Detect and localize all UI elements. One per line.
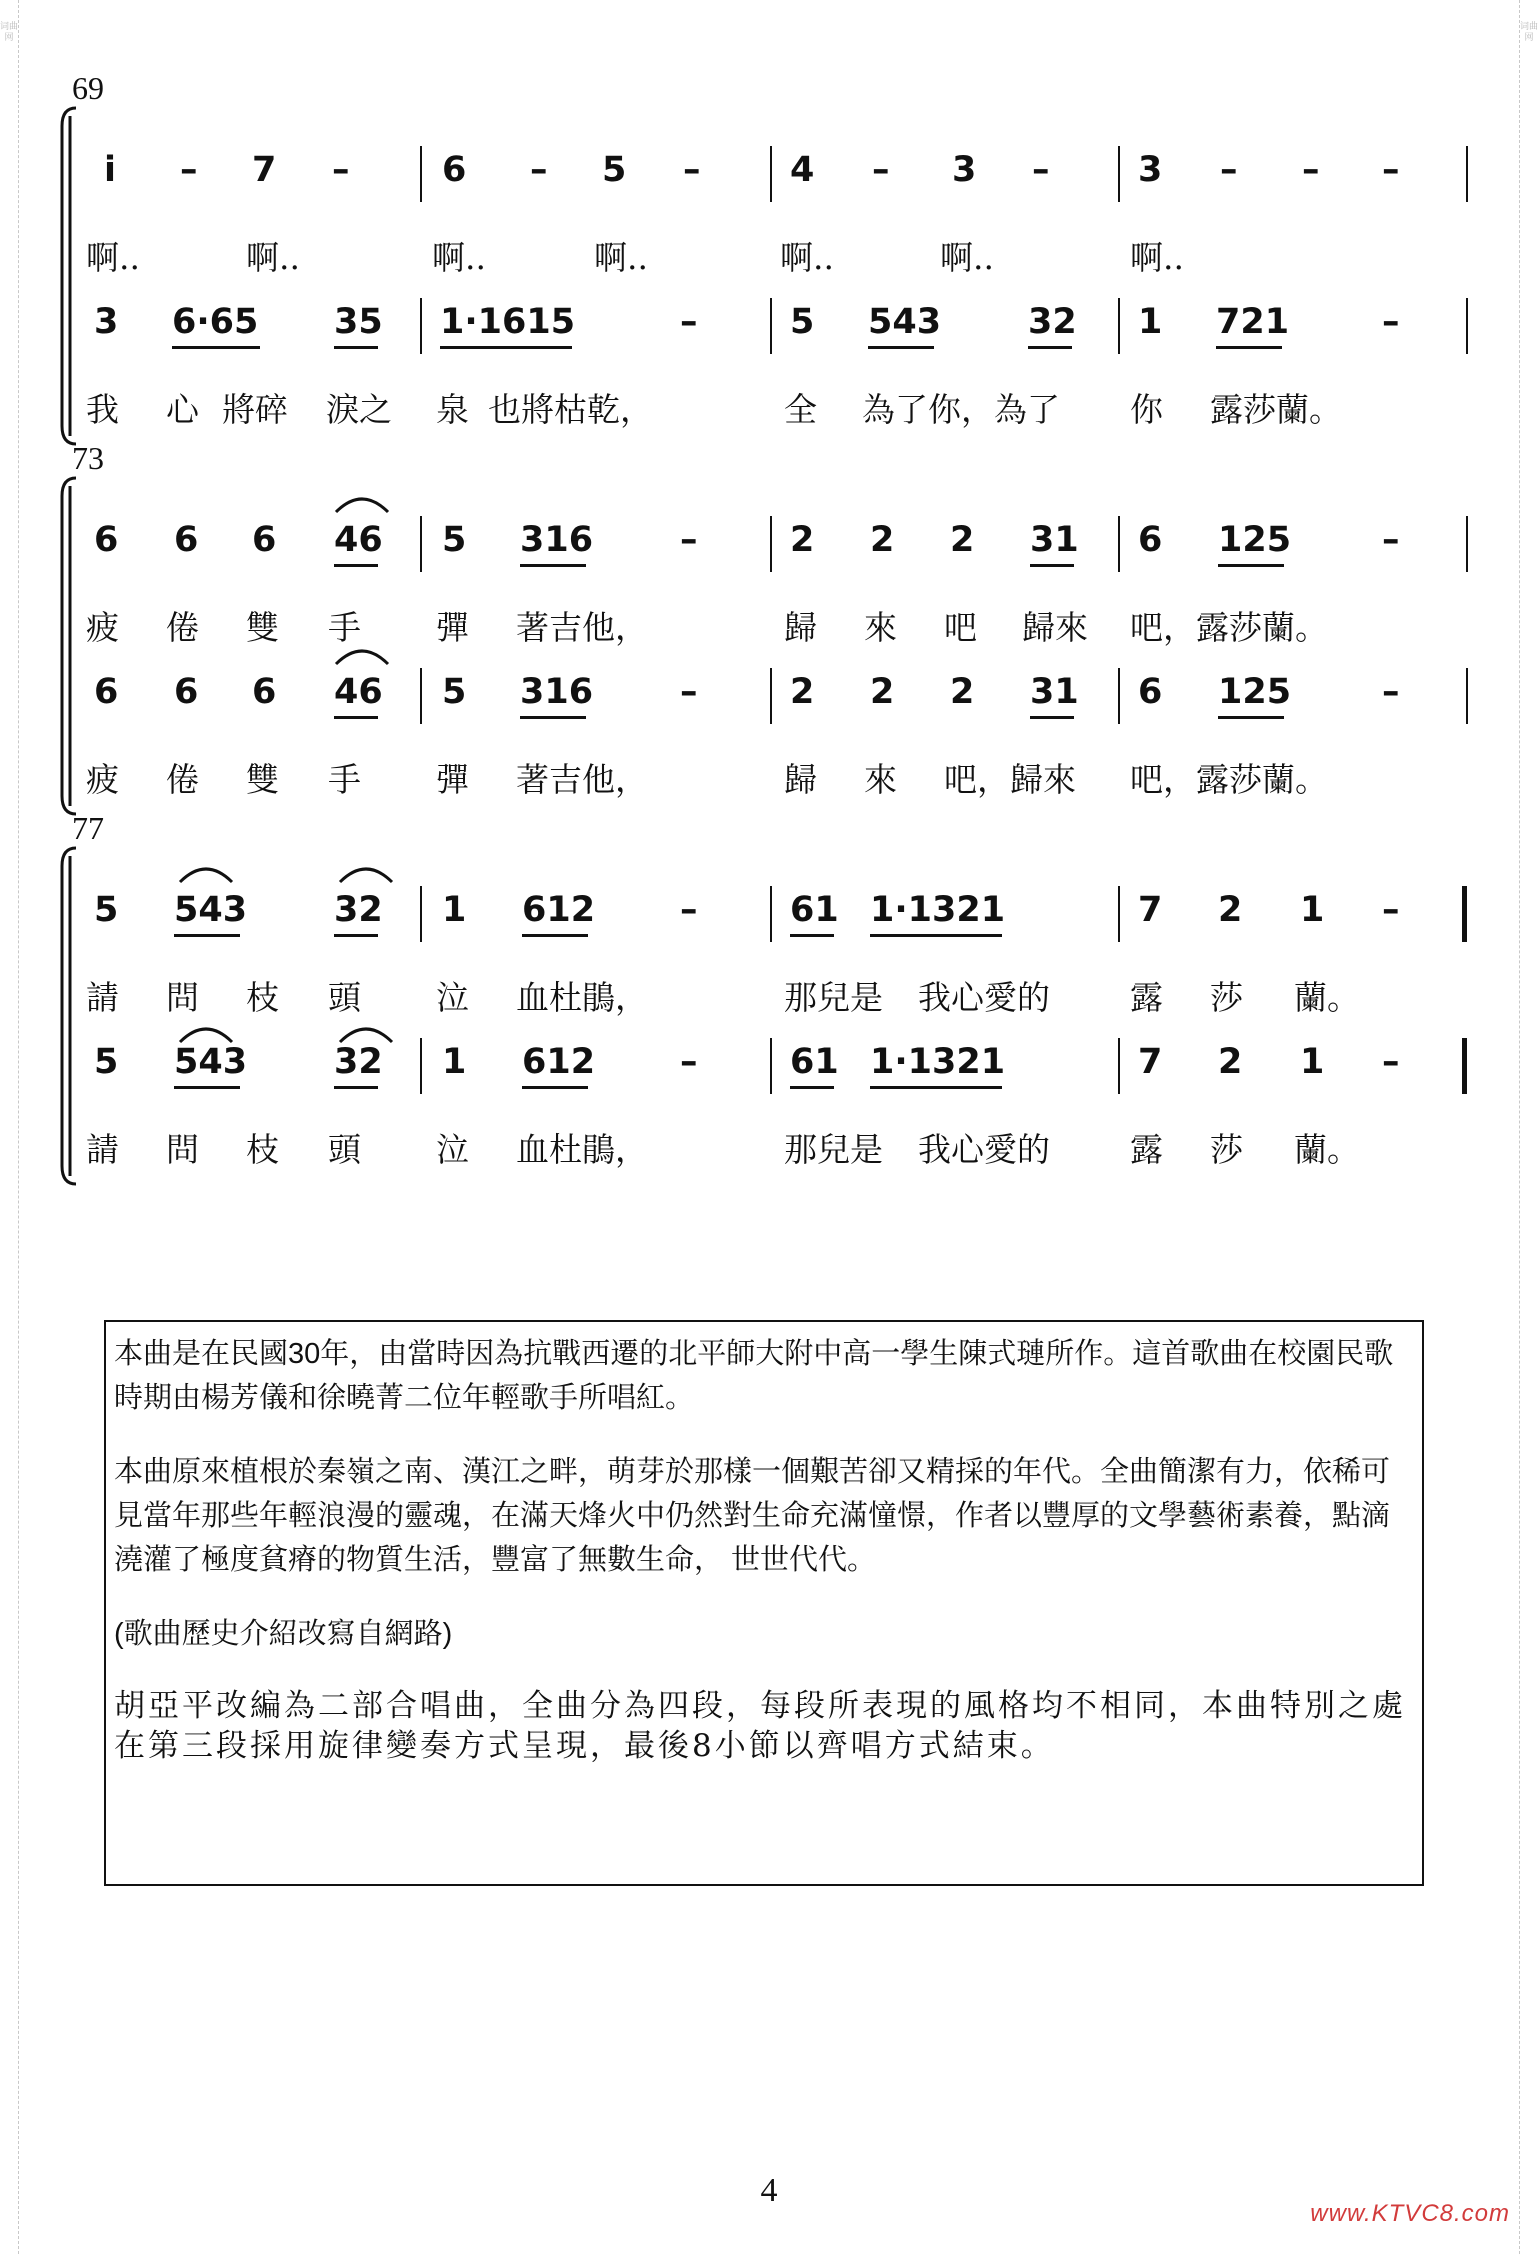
lyric-text: 啊.. [780, 238, 834, 277]
lyric-text: 泣 [436, 1130, 469, 1169]
barline [1466, 668, 1468, 724]
lyric-text: 啊.. [940, 238, 994, 277]
note-group: 543 [868, 302, 942, 342]
barline [770, 1038, 772, 1094]
note-group: 7 [252, 150, 277, 190]
lyric-text: 露 [1130, 1130, 1163, 1169]
note-group: 1 [1300, 890, 1325, 930]
note-group: 7 [1138, 890, 1163, 930]
lyric-text: 疲 [86, 760, 119, 799]
slur-mark [178, 1022, 234, 1048]
beam-underline [1218, 564, 1284, 567]
system-bracket [58, 476, 80, 816]
lyric-text: 泣 [436, 978, 469, 1017]
note-group: 5 [790, 302, 815, 342]
beam-underline [520, 716, 586, 719]
lyric-text: 彈 [436, 760, 469, 799]
note-group: 2 [1218, 890, 1243, 930]
lyric-text: 心 [166, 390, 199, 429]
lyric-text: 雙 [246, 760, 279, 799]
lyric-text: 著吉他， [516, 608, 648, 647]
lyric-text: 我心愛的 [918, 978, 1050, 1017]
lyric-text: 那兒是 [784, 1130, 883, 1169]
lyric-text: 枝 [246, 978, 279, 1017]
beam-underline [174, 934, 240, 937]
lyric-text: 頭 [328, 978, 361, 1017]
note-group: 3 [952, 150, 977, 190]
lyric-text: 全 [784, 390, 817, 429]
barline [770, 886, 772, 942]
note-group: 6 [174, 520, 199, 560]
note-group: 32 [334, 890, 383, 930]
note-group: 612 [522, 890, 596, 930]
barline [1466, 298, 1468, 354]
margin-watermark: 词曲网 [0, 22, 19, 43]
lyric-text: 來 [864, 608, 897, 647]
lyric-text: 你 [1130, 390, 1163, 429]
barline [420, 516, 422, 572]
lyric-text: 莎 [1210, 978, 1243, 1017]
barline [420, 146, 422, 202]
note-group: 1·1615 [440, 302, 576, 342]
lyric-text: 疲 [86, 608, 119, 647]
measure-number: 73 [72, 440, 104, 476]
lyric-text: 血杜鵑， [516, 1130, 648, 1169]
page-number: 4 [760, 2172, 778, 2209]
note-group: 1 [442, 890, 467, 930]
note-group: 2 [1218, 1042, 1243, 1082]
lyric-text: 來 [864, 760, 897, 799]
beam-underline [334, 716, 378, 719]
lyric-text: 枝 [246, 1130, 279, 1169]
beam-underline [1030, 564, 1074, 567]
barline [1118, 146, 1120, 202]
barline [1462, 886, 1467, 942]
beam-underline [870, 934, 1002, 937]
lyric-text: 問 [166, 1130, 199, 1169]
lyric-text: 倦 [166, 608, 199, 647]
note-group: – [1382, 890, 1400, 930]
lyric-text: 將碎 [222, 390, 288, 429]
note-group: – [1220, 150, 1238, 190]
note-group: 6 [1138, 520, 1163, 560]
beam-underline [868, 346, 934, 349]
measure-number: 69 [72, 70, 104, 106]
barline [420, 886, 422, 942]
beam-underline [520, 564, 586, 567]
note-group: 46 [334, 672, 383, 712]
note-group: 6 [252, 520, 277, 560]
note-group: 316 [520, 520, 594, 560]
note-group: 721 [1216, 302, 1290, 342]
note-group: – [1382, 150, 1400, 190]
note-group: 1 [1138, 302, 1163, 342]
beam-underline [790, 1086, 834, 1089]
lyric-text: 啊.. [246, 238, 300, 277]
lyric-text: 歸來 [1022, 608, 1088, 647]
beam-underline [870, 1086, 1002, 1089]
notes-paragraph-arrangement: 胡亞平改編為二部合唱曲，全曲分為四段，每段所表現的風格均不相同，本曲特別之處在第三段採用旋律變奏方式呈現，最後8小節以齊唱方式結束。 [114, 1688, 1406, 1764]
note-group: 125 [1218, 672, 1292, 712]
beam-underline [334, 564, 378, 567]
note-group: – [332, 150, 350, 190]
left-margin-strip [0, 0, 19, 2254]
beam-underline [172, 346, 260, 349]
note-group: – [680, 890, 698, 930]
note-group: i [104, 150, 116, 190]
lyric-text: 泉 [436, 390, 469, 429]
slur-mark [334, 644, 390, 670]
lyric-text: 手 [328, 608, 361, 647]
barline [420, 1038, 422, 1094]
note-group: 2 [790, 672, 815, 712]
note-group: – [530, 150, 548, 190]
note-group: 3 [1138, 150, 1163, 190]
site-watermark: www.KTVC8.com [1310, 2200, 1510, 2227]
barline [420, 298, 422, 354]
notes-paragraph-description: 本曲原來植根於秦嶺之南、漢江之畔，萌芽於那樣一個艱苦卻又精採的年代。全曲簡潔有力，依稀可見當年那些年輕浪漫的靈魂，在滿天烽火中仍然對生命充滿憧憬，作者以豐厚的文學藝術素養，點滴澆灌了極度貧瘠的物質生活，豐富了無數生命， 世世代代。 [114, 1456, 1391, 1576]
note-group: 612 [522, 1042, 596, 1082]
lyric-text: 請 [86, 978, 119, 1017]
lyric-text: 著吉他， [516, 760, 648, 799]
lyric-text: 倦 [166, 760, 199, 799]
note-group: 6 [1138, 672, 1163, 712]
note-group: 5 [602, 150, 627, 190]
beam-underline [790, 934, 834, 937]
note-group: 125 [1218, 520, 1292, 560]
note-group: 31 [1030, 672, 1079, 712]
note-group: 316 [520, 672, 594, 712]
margin-watermark: 词曲网 [1520, 22, 1538, 43]
note-group: 2 [950, 672, 975, 712]
barline [1462, 1038, 1467, 1094]
lyric-text: 手 [328, 760, 361, 799]
lyric-text: 血杜鵑， [516, 978, 648, 1017]
barline [770, 146, 772, 202]
barline [1118, 668, 1120, 724]
note-group: – [680, 1042, 698, 1082]
lyric-text: 露 [1130, 978, 1163, 1017]
slur-mark [178, 862, 234, 888]
note-group: 6 [442, 150, 467, 190]
lyric-text: 歸 [784, 760, 817, 799]
note-group: 5 [442, 520, 467, 560]
lyric-text: 吧，露莎蘭。 [1130, 608, 1328, 647]
lyric-text: 啊.. [432, 238, 486, 277]
note-group: 32 [1028, 302, 1077, 342]
lyric-text: 啊.. [86, 238, 140, 277]
barline [420, 668, 422, 724]
slur-mark [334, 492, 390, 518]
barline [1118, 298, 1120, 354]
note-group: 2 [950, 520, 975, 560]
beam-underline [1218, 716, 1284, 719]
note-group: – [1382, 520, 1400, 560]
note-group: 61 [790, 890, 839, 930]
lyric-text: 那兒是 [784, 978, 883, 1017]
note-group: – [680, 672, 698, 712]
notes-paragraph-history: 本曲是在民國30年，由當時因為抗戰西遷的北平師大附中高一學生陳式璉所作。這首歌曲在校園民歌時期由楊芳儀和徐曉菁二位年輕歌手所唱紅。 [114, 1338, 1394, 1414]
lyric-text: 我 [86, 390, 119, 429]
barline [1466, 146, 1468, 202]
lyric-text: 頭 [328, 1130, 361, 1169]
beam-underline [1216, 346, 1282, 349]
note-group: – [180, 150, 198, 190]
beam-underline [334, 934, 378, 937]
lyric-text: 彈 [436, 608, 469, 647]
note-group: – [680, 520, 698, 560]
beam-underline [334, 346, 378, 349]
note-group: – [1382, 672, 1400, 712]
barline [1118, 1038, 1120, 1094]
lyric-text: 吧 [944, 608, 977, 647]
slur-mark [338, 1022, 394, 1048]
barline [770, 298, 772, 354]
note-group: – [872, 150, 890, 190]
note-group: – [683, 150, 701, 190]
notes-paragraph-source: (歌曲歷史介紹改寫自網路) [114, 1618, 453, 1650]
measure-number: 77 [72, 810, 104, 846]
note-group: 6 [94, 672, 119, 712]
lyric-text: 我心愛的 [918, 1130, 1050, 1169]
lyric-text: 歸 [784, 608, 817, 647]
note-group: 543 [174, 1042, 248, 1082]
barline [770, 668, 772, 724]
lyric-text: 露莎蘭。 [1210, 390, 1342, 429]
slur-mark [338, 862, 394, 888]
note-group: 7 [1138, 1042, 1163, 1082]
lyric-text: 蘭。 [1294, 1130, 1360, 1169]
note-group: 1·1321 [870, 1042, 1006, 1082]
beam-underline [1030, 716, 1074, 719]
note-group: 6 [94, 520, 119, 560]
note-group: 5 [94, 1042, 119, 1082]
note-group: 1·1321 [870, 890, 1006, 930]
note-group: 31 [1030, 520, 1079, 560]
right-margin-strip [1519, 0, 1538, 2254]
note-group: 5 [442, 672, 467, 712]
barline [1118, 516, 1120, 572]
note-group: 2 [790, 520, 815, 560]
lyric-text: 啊.. [594, 238, 648, 277]
note-group: 35 [334, 302, 383, 342]
note-group: 2 [870, 672, 895, 712]
system-bracket [58, 106, 80, 446]
lyric-text: 為了你，為了 [862, 390, 1060, 429]
barline [1118, 886, 1120, 942]
barline [770, 516, 772, 572]
beam-underline [522, 1086, 588, 1089]
beam-underline [522, 934, 588, 937]
barline [1466, 516, 1468, 572]
song-notes-box [104, 1320, 1424, 1886]
note-group: 6 [174, 672, 199, 712]
note-group: 1 [442, 1042, 467, 1082]
note-group: 4 [790, 150, 815, 190]
note-group: 3 [94, 302, 119, 342]
lyric-text: 蘭。 [1294, 978, 1360, 1017]
beam-underline [334, 1086, 378, 1089]
lyric-text: 也將枯乾， [488, 390, 653, 429]
note-group: 5 [94, 890, 119, 930]
lyric-text: 啊.. [1130, 238, 1184, 277]
beam-underline [440, 346, 572, 349]
lyric-text: 淚之 [326, 390, 392, 429]
note-group: – [1032, 150, 1050, 190]
note-group: 1 [1300, 1042, 1325, 1082]
note-group: 32 [334, 1042, 383, 1082]
note-group: 543 [174, 890, 248, 930]
system-bracket [58, 846, 80, 1186]
note-group: – [1302, 150, 1320, 190]
note-group: – [680, 302, 698, 342]
lyric-text: 吧，露莎蘭。 [1130, 760, 1328, 799]
lyric-text: 吧，歸來 [944, 760, 1076, 799]
note-group: 2 [870, 520, 895, 560]
lyric-text: 請 [86, 1130, 119, 1169]
lyric-text: 雙 [246, 608, 279, 647]
note-group: – [1382, 1042, 1400, 1082]
lyric-text: 問 [166, 978, 199, 1017]
note-group: 61 [790, 1042, 839, 1082]
note-group: – [1382, 302, 1400, 342]
note-group: 6·65 [172, 302, 259, 342]
note-group: 6 [252, 672, 277, 712]
beam-underline [174, 1086, 240, 1089]
lyric-text: 莎 [1210, 1130, 1243, 1169]
beam-underline [1028, 346, 1072, 349]
note-group: 46 [334, 520, 383, 560]
